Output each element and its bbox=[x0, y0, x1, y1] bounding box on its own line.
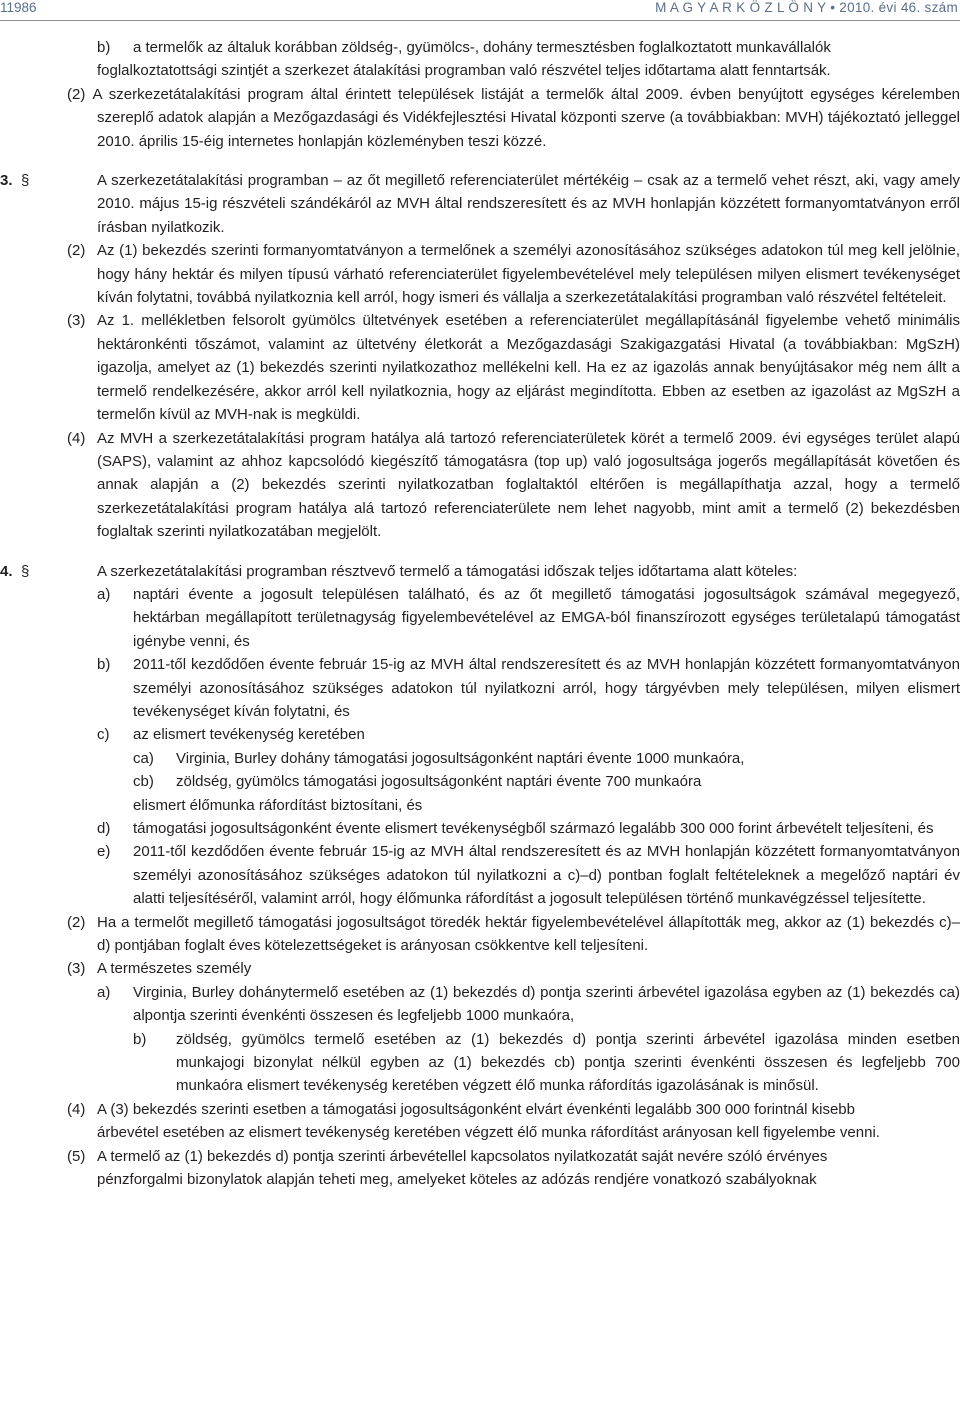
section-4-paragraph-4 bbox=[0, 1098, 960, 1121]
point-text: Virginia, Burley dohánytermelő esetében az (1) bekezdés d) pontja szerinti árbevétel igazolása egyben az (1) bekezdés ca) alpontja szerinti évenkénti összesen és legfeljebb 1000 munkaóra, bbox=[133, 983, 960, 1025]
section-4-paragraph-5-continuation bbox=[0, 1168, 960, 1191]
point-label: e) bbox=[97, 843, 111, 861]
section-sign: § bbox=[21, 562, 30, 580]
paragraph-number: (2) bbox=[67, 85, 86, 103]
point-label: a) bbox=[97, 585, 111, 603]
point-a bbox=[0, 981, 960, 1028]
point-label: c) bbox=[97, 726, 110, 744]
paragraph-2 bbox=[0, 83, 960, 153]
section-sign: § bbox=[21, 172, 30, 190]
section-4-paragraph-3 bbox=[0, 957, 960, 980]
point-text: 2011-től kezdődően évente február 15-ig az MVH által rendszeresített és az MVH honlapján közzétett formanyomtatványon személyi azonosításához szükséges adatokon túl nyilatkozni arról, hogy tárgyévben mely településen, milyen elismert tevékenységet kíván folytatni, és bbox=[133, 656, 960, 720]
point-b bbox=[0, 653, 960, 723]
paragraph-text: A szerkezetátalakítási programban – az őt megillető referenciaterület mértékéig – csak az a termelő vehet részt, aki, vagy amely 2010. május 15-ig részvételi szándékáról az MVH által rendszeresített és az MVH honlapján közzétett formanyomtatványon erről írásban nyilatkozik. bbox=[97, 172, 960, 236]
section-4-paragraph-4-continuation bbox=[0, 1121, 960, 1144]
section-number: 4. bbox=[0, 562, 13, 580]
section-3-paragraph-4 bbox=[0, 427, 960, 544]
paragraph-number: (3) bbox=[67, 312, 86, 330]
document-body bbox=[0, 36, 960, 1192]
section-3-paragraph-1 bbox=[0, 169, 960, 239]
page-header bbox=[0, 0, 960, 20]
header-rule bbox=[0, 20, 960, 21]
subpoint-ca bbox=[0, 747, 960, 770]
point-b bbox=[0, 1028, 960, 1098]
paragraph-text: A szerkezetátalakítási programban résztvevő termelő a támogatási időszak teljes időtartama alatt köteles: bbox=[97, 562, 798, 580]
paragraph-text: A (3) bekezdés szerinti esetben a támogatási jogosultságonként elvárt évenkénti legalább 300 000 forintnál kisebb bbox=[97, 1100, 855, 1118]
paragraph-number: (3) bbox=[67, 960, 86, 978]
subpoint-text: Virginia, Burley dohány támogatási jogosultságonként naptári évente 1000 munkaóra, bbox=[176, 749, 745, 767]
paragraph-text: A szerkezetátalakítási program által érintett települések listáját a termelők által 2009. évben benyújtott egységes kérelemben szereplő adatok alapján a Mezőgazdasági és Vidékfejlesztési Hivatal központi szerve (a továbbiakban: MVH) tájékoztató jelleggel 2010. április 15-éig internetes honlapján közleményben teszi közzé. bbox=[92, 85, 960, 150]
section-3-paragraph-3 bbox=[0, 309, 960, 426]
subpoint-cb bbox=[0, 770, 960, 793]
paragraph-text: A természetes személy bbox=[97, 960, 252, 978]
point-text: naptári évente a jogosult településen található, és az őt megillető támogatási jogosultságok számával megegyező, hektárban megállapított területnagyság figyelembevételével az EMGA-ból finanszírozott egységes területalapú támogatást igénybe venni, és bbox=[133, 585, 960, 650]
paragraph-text: A termelő az (1) bekezdés d) pontja szerinti árbevétellel kapcsolatos nyilatkozatát saját nevére szóló érvényes bbox=[97, 1147, 828, 1165]
point-text: 2011-től kezdődően évente február 15-ig az MVH által rendszeresített és az MVH honlapján közzétett formanyomtatványon személyi azonosításához szükséges adatokon túl nyilatkozni a c)–d) pontban foglalt feltételeknek a megelőző naptári év alatti teljesítéséről, valamint arról, hogy élőmunka ráfordítást a jogosult településen történő munkavégzéssel teljesítette. bbox=[133, 843, 960, 908]
point-a bbox=[0, 583, 960, 653]
section-4-paragraph-5 bbox=[0, 1145, 960, 1168]
point-label: b) bbox=[97, 39, 111, 56]
subpoint-text: zöldség, gyümölcs támogatási jogosultságonként naptári évente 700 munkaóra bbox=[176, 773, 702, 791]
point-b-continuation bbox=[0, 59, 960, 82]
subpoint-label: ca) bbox=[133, 749, 154, 767]
point-text: a termelők az általuk korábban zöldség-, gyümölcs-, dohány termesztésben foglalkoztatott munkavállalók bbox=[133, 39, 831, 56]
point-text-continuation: foglalkoztatottsági szintjét a szerkezet átalakítási programban való részvétel teljes időtartama alatt fenntartsák. bbox=[97, 62, 831, 80]
section-4-paragraph-1 bbox=[0, 560, 960, 583]
subpoint-label: cb) bbox=[133, 773, 154, 791]
paragraph-text-continuation: árbevétel esetében az elismert tevékenység keretében végzett élő munka ráfordítást arányosan kell figyelembe venni. bbox=[97, 1124, 880, 1142]
point-text: az elismert tevékenység keretében bbox=[133, 726, 365, 744]
point-label: a) bbox=[97, 983, 111, 1001]
paragraph-number: (2) bbox=[67, 913, 86, 931]
point-text: zöldség, gyümölcs termelő esetében az (1) bekezdés d) pontja szerinti árbevétel igazolása minden esetben munkajogi bizonylat nélkül egyben az (1) bekezdés cb) pontja szerinti évenkénti összesen és legfeljebb 700 munkaóra elismert tevékenység keretében végzett élő munka ráfordítás igazolásának is minősül. bbox=[176, 1030, 960, 1095]
paragraph-number: (5) bbox=[67, 1147, 86, 1165]
paragraph-text: Az 1. mellékletben felsorolt gyümölcs ültetvények esetében a referenciaterület megállapításánál figyelembe vehető minimális hektáronkénti tőszámot, valamint az ültetvény életkorát a Mezőgazdasági Szakigazgatási Hivatal (a továbbiakban: MgSzH) igazolja, amelyet az (1) bekezdés szerinti nyilatkozathoz mellékelni kell. Ha ez az igazolás annak benyújtásakor még nem állt a termelő rendelkezésére, akkor arról kell nyilatkoznia, hogy az eljárást megindította. Ebben az esetben az igazolást az MgSzH a termelőn kívül az MVH-nak is megküldi. bbox=[97, 312, 960, 424]
point-d bbox=[0, 817, 960, 840]
paragraph-number: (4) bbox=[67, 429, 86, 447]
page-number: 11986 bbox=[0, 0, 37, 15]
point-c bbox=[0, 723, 960, 746]
point-b bbox=[0, 36, 960, 59]
point-text: elismert élőmunka ráfordítást biztosítani, és bbox=[133, 796, 423, 814]
section-3-paragraph-2 bbox=[0, 239, 960, 309]
section-number: 3. bbox=[0, 172, 13, 190]
paragraph-number: (2) bbox=[67, 242, 86, 260]
point-e bbox=[0, 840, 960, 910]
journal-running-title: M A G Y A R K Ö Z L Ö N Y • 2010. évi 46. szám bbox=[655, 0, 958, 15]
point-label: b) bbox=[133, 1030, 147, 1048]
paragraph-number: (4) bbox=[67, 1100, 86, 1118]
paragraph-text: Az (1) bekezdés szerinti formanyomtatványon a termelőnek a személyi azonosításához szükséges adatokon túl meg kell jelölnie, hogy hány hektár és milyen típusú várható referenciaterület figyelembevételével mely településen milyen elismert tevékenységet kíván folytatni, továbbá nyilatkoznia kell arról, hogy ismeri és vállalja a szerkezetátalakítási programban való részvétel feltételeit. bbox=[97, 242, 960, 307]
point-text: támogatási jogosultságonként évente elismert tevékenységből származó legalább 300 000 forint árbevételt teljesíteni, és bbox=[133, 820, 934, 837]
point-label: d) bbox=[97, 820, 111, 837]
paragraph-text: Ha a termelőt megillető támogatási jogosultságot töredék hektár figyelembevételével állapították meg, akkor az (1) bekezdés c)–d) pontjában foglalt éves kötelezettségeket is arányosan csökkentve kell teljesíteni. bbox=[97, 913, 960, 955]
paragraph-text: Az MVH a szerkezetátalakítási program hatálya alá tartozó referenciaterületek körét a termelő 2009. évi egységes terület alapú (SAPS), valamint az ahhoz kapcsolódó kiegészítő támogatásra (top up) való jogosultsága jogerős megállapítását követően és annak alapján a (2) bekezdés szerinti nyilatkozatban foglaltaktól eltérően is megállapíthatja azzal, hogy a termelő szerkezetátalakítási program hatálya alá tartozó referenciaterülete nem lehet nagyobb, mint amit a termelő (2) bekezdésben foglaltak szerinti nyilatkozatában megjelölt. bbox=[97, 429, 960, 541]
point-label: b) bbox=[97, 656, 111, 674]
section-4-paragraph-2 bbox=[0, 911, 960, 958]
paragraph-text-continuation: pénzforgalmi bizonylatok alapján teheti meg, amelyeket köteles az adózás rendjére vonatkozó szabályoknak bbox=[97, 1171, 817, 1189]
point-c-closing bbox=[0, 794, 960, 817]
